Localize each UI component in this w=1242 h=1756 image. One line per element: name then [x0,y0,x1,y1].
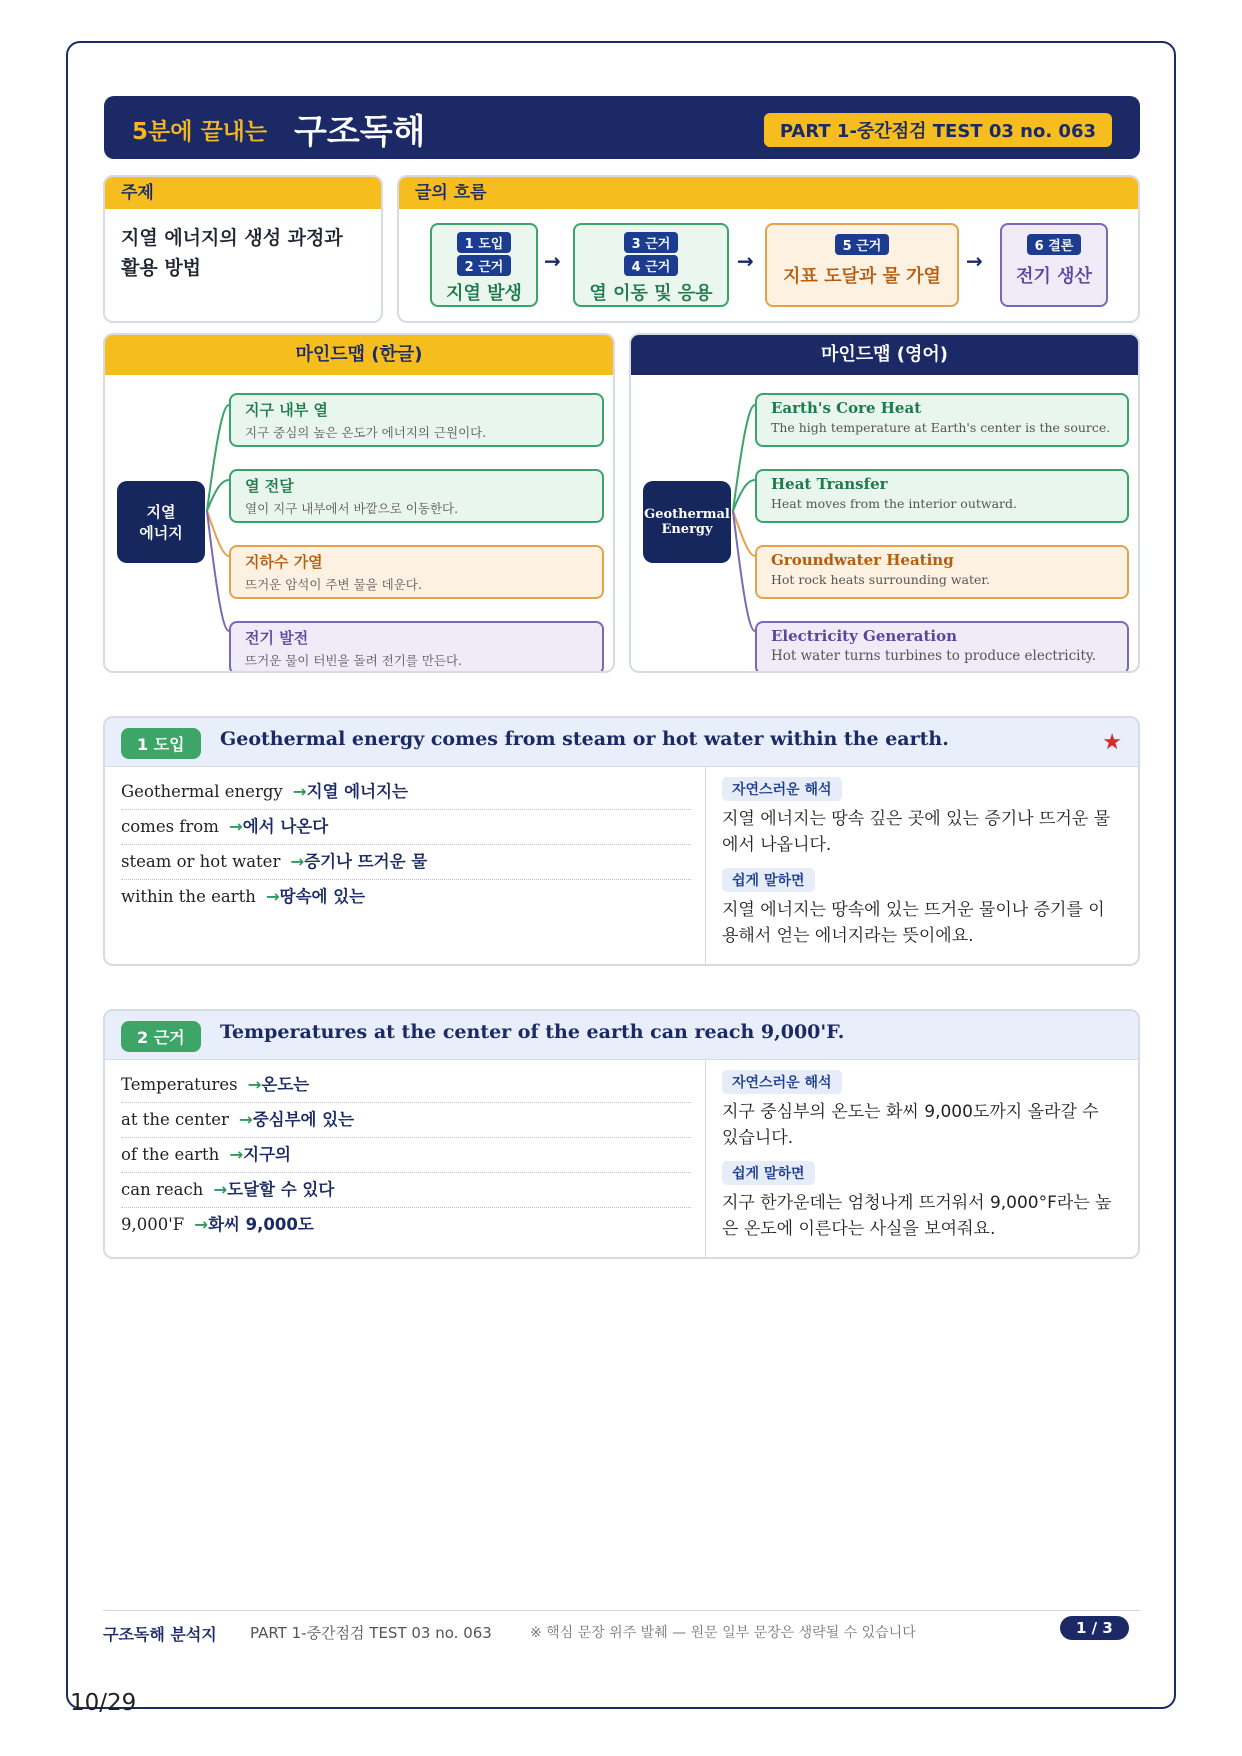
flow-tag: 4 근거 [624,255,679,276]
gloss-list [121,1068,691,1242]
mindmap-korean-title: 마인드맵 (한글) [105,335,613,375]
section-pill: 1 도입 [121,728,201,759]
leaf-title: Groundwater Heating [771,551,954,569]
gloss-row: Geothermal energy →지열 에너지는 [121,775,691,810]
gloss-ko: 중심부에 있는 [252,1110,355,1129]
sentence-section-1 [103,716,1140,966]
flow-step-label: 열 이동 및 응용 [589,283,713,304]
natural-label: 자연스러운 해석 [722,1070,842,1094]
gloss-row: steam or hot water →증기나 뜨거운 물 [121,845,691,880]
mindmap-english-title: 마인드맵 (영어) [631,335,1138,375]
flow-step-2 [573,223,729,307]
page-counter: 10/29 [70,1690,137,1716]
flow-tag: 3 근거 [624,232,679,253]
gloss-row: at the center →중심부에 있는 [121,1103,691,1138]
topic-label: 주제 [105,177,381,209]
natural-translation: 지구 중심부의 온도는 화씨 9,000도까지 올라갈 수 있습니다. [722,1102,1099,1148]
center-line: 에너지 [139,524,183,542]
translation-panel [722,1070,1117,1252]
flow-step-4 [1000,223,1108,307]
gloss-row: of the earth →지구의 [121,1138,691,1173]
leaf-title: 지하수 가열 [245,553,323,571]
gloss-en: of the earth [121,1145,220,1164]
center-line: Energy [661,522,713,537]
leaf-desc: 뜨거운 물이 터빈을 돌려 전기를 만든다. [245,653,463,668]
leaf-desc: 지구 중심의 높은 온도가 에너지의 근원이다. [245,425,487,440]
gloss-ko: 땅속에 있는 [279,887,366,906]
flow-tag: 5 근거 [835,234,890,255]
mindmap-leaf [229,393,604,447]
sentence-section-2 [103,1009,1140,1259]
section-sentence: Geothermal energy comes from steam or hot water within the earth. [220,728,949,750]
easy-explanation: 지열 에너지는 땅속에 있는 뜨거운 물이나 증기를 이용해서 얻는 에너지라는 뜻이에요. [722,900,1105,946]
section-sentence: Temperatures at the center of the earth can reach 9,000'F. [220,1021,845,1043]
footer-note: ※ 핵심 문장 위주 발췌 — 원문 일부 문장은 생략될 수 있습니다 [530,1625,916,1641]
flow-step-label: 전기 생산 [1016,266,1092,287]
flow-arrow: → [544,249,561,273]
easy-label: 쉽게 말하면 [722,868,815,892]
center-line: Geothermal [644,507,730,522]
flow-step-3 [765,223,959,307]
leaf-title: 전기 발전 [245,629,309,647]
natural-label: 자연스러운 해석 [722,777,842,801]
page-number-badge: 1 / 3 [1060,1616,1129,1640]
mindmap-english [629,333,1140,673]
topic-text-line2: 활용 방법 [121,257,202,279]
gloss-ko: 지구의 [243,1145,291,1164]
gloss-en: within the earth [121,887,256,906]
leaf-desc: 열이 지구 내부에서 바깥으로 이동한다. [245,501,459,516]
footer-divider [103,1610,1140,1611]
mindmap-leaf [755,545,1129,599]
flow-step-label: 지열 발생 [446,283,522,304]
page-header [104,96,1140,159]
gloss-ko: 도달할 수 있다 [227,1180,335,1199]
mindmap-leaf [229,545,604,599]
gloss-row: can reach →도달할 수 있다 [121,1173,691,1208]
gloss-row: comes from →에서 나온다 [121,810,691,845]
gloss-en: Geothermal energy [121,782,283,801]
leaf-title: 지구 내부 열 [245,401,328,419]
gloss-en: comes from [121,817,219,836]
section-pill: 2 근거 [121,1021,201,1052]
gloss-ko: 지열 에너지는 [306,782,408,801]
gloss-list [121,775,691,914]
footer-brand: 구조독해 분석지 [103,1625,217,1644]
leaf-desc: 뜨거운 암석이 주변 물을 데운다. [245,577,422,592]
mindmap-center-node [117,481,205,563]
header-subtitle: 5분에 끝내는 [132,119,268,145]
easy-label: 쉽게 말하면 [722,1161,815,1185]
leaf-title: 열 전달 [245,477,294,495]
gloss-row: within the earth →땅속에 있는 [121,887,366,906]
easy-explanation: 지구 한가운데는 엄청나게 뜨거워서 9,000°F라는 높은 온도에 이른다는 사실을 보여줘요. [722,1193,1112,1239]
leaf-desc: Heat moves from the interior outward. [771,496,1017,511]
gloss-ko: 에서 나온다 [242,817,329,836]
gloss-row: Temperatures →온도는 [121,1068,691,1103]
flow-arrow: → [966,249,983,273]
mindmap-leaf [755,469,1129,523]
leaf-title: Earth's Core Heat [771,399,922,417]
flow-arrow: → [737,249,754,273]
leaf-title: Heat Transfer [771,475,888,493]
flow-label: 글의 흐름 [399,177,1138,209]
gloss-en: Temperatures [121,1075,238,1094]
mindmap-center-node [643,481,731,563]
gloss-ko: 증기나 뜨거운 물 [304,852,428,871]
mindmap-korean [103,333,615,673]
mindmap-leaf [755,393,1129,447]
gloss-en: can reach [121,1180,204,1199]
flow-tag: 2 근거 [457,255,512,276]
mindmap-leaf [755,621,1129,673]
gloss-ko: 온도는 [261,1075,310,1094]
gloss-en: 9,000'F [121,1215,185,1234]
translation-panel [722,777,1117,959]
leaf-desc: Hot water turns turbines to produce electricity. [771,648,1097,664]
flow-step-1 [430,223,538,307]
gloss-en: at the center [121,1110,229,1129]
star-icon: ★ [1102,730,1122,755]
leaf-title: Electricity Generation [771,627,957,645]
header-title: 구조독해 [294,112,426,152]
natural-translation: 지열 에너지는 땅속 깊은 곳에 있는 증기나 뜨거운 물에서 나옵니다. [722,809,1111,855]
mindmap-leaf [229,621,604,673]
gloss-en: steam or hot water [121,852,281,871]
flow-tag: 6 결론 [1027,234,1082,255]
topic-box [103,175,383,323]
leaf-desc: Hot rock heats surrounding water. [771,572,991,587]
flow-step-label: 지표 도달과 물 가열 [783,266,941,287]
gloss-ko: 화씨 9,000도 [208,1215,314,1234]
leaf-desc: The high temperature at Earth's center is the source. [771,420,1111,435]
footer-meta: PART 1-중간점검 TEST 03 no. 063 [250,1624,492,1642]
gloss-row: 9,000'F →화씨 9,000도 [121,1215,314,1234]
flow-tag: 1 도입 [457,232,512,253]
center-line: 지열 [146,503,176,521]
mindmap-leaf [229,469,604,523]
test-badge: PART 1-중간점검 TEST 03 no. 063 [764,113,1112,147]
flow-box [397,175,1140,323]
topic-text-line1: 지열 에너지의 생성 과정과 [121,227,343,249]
